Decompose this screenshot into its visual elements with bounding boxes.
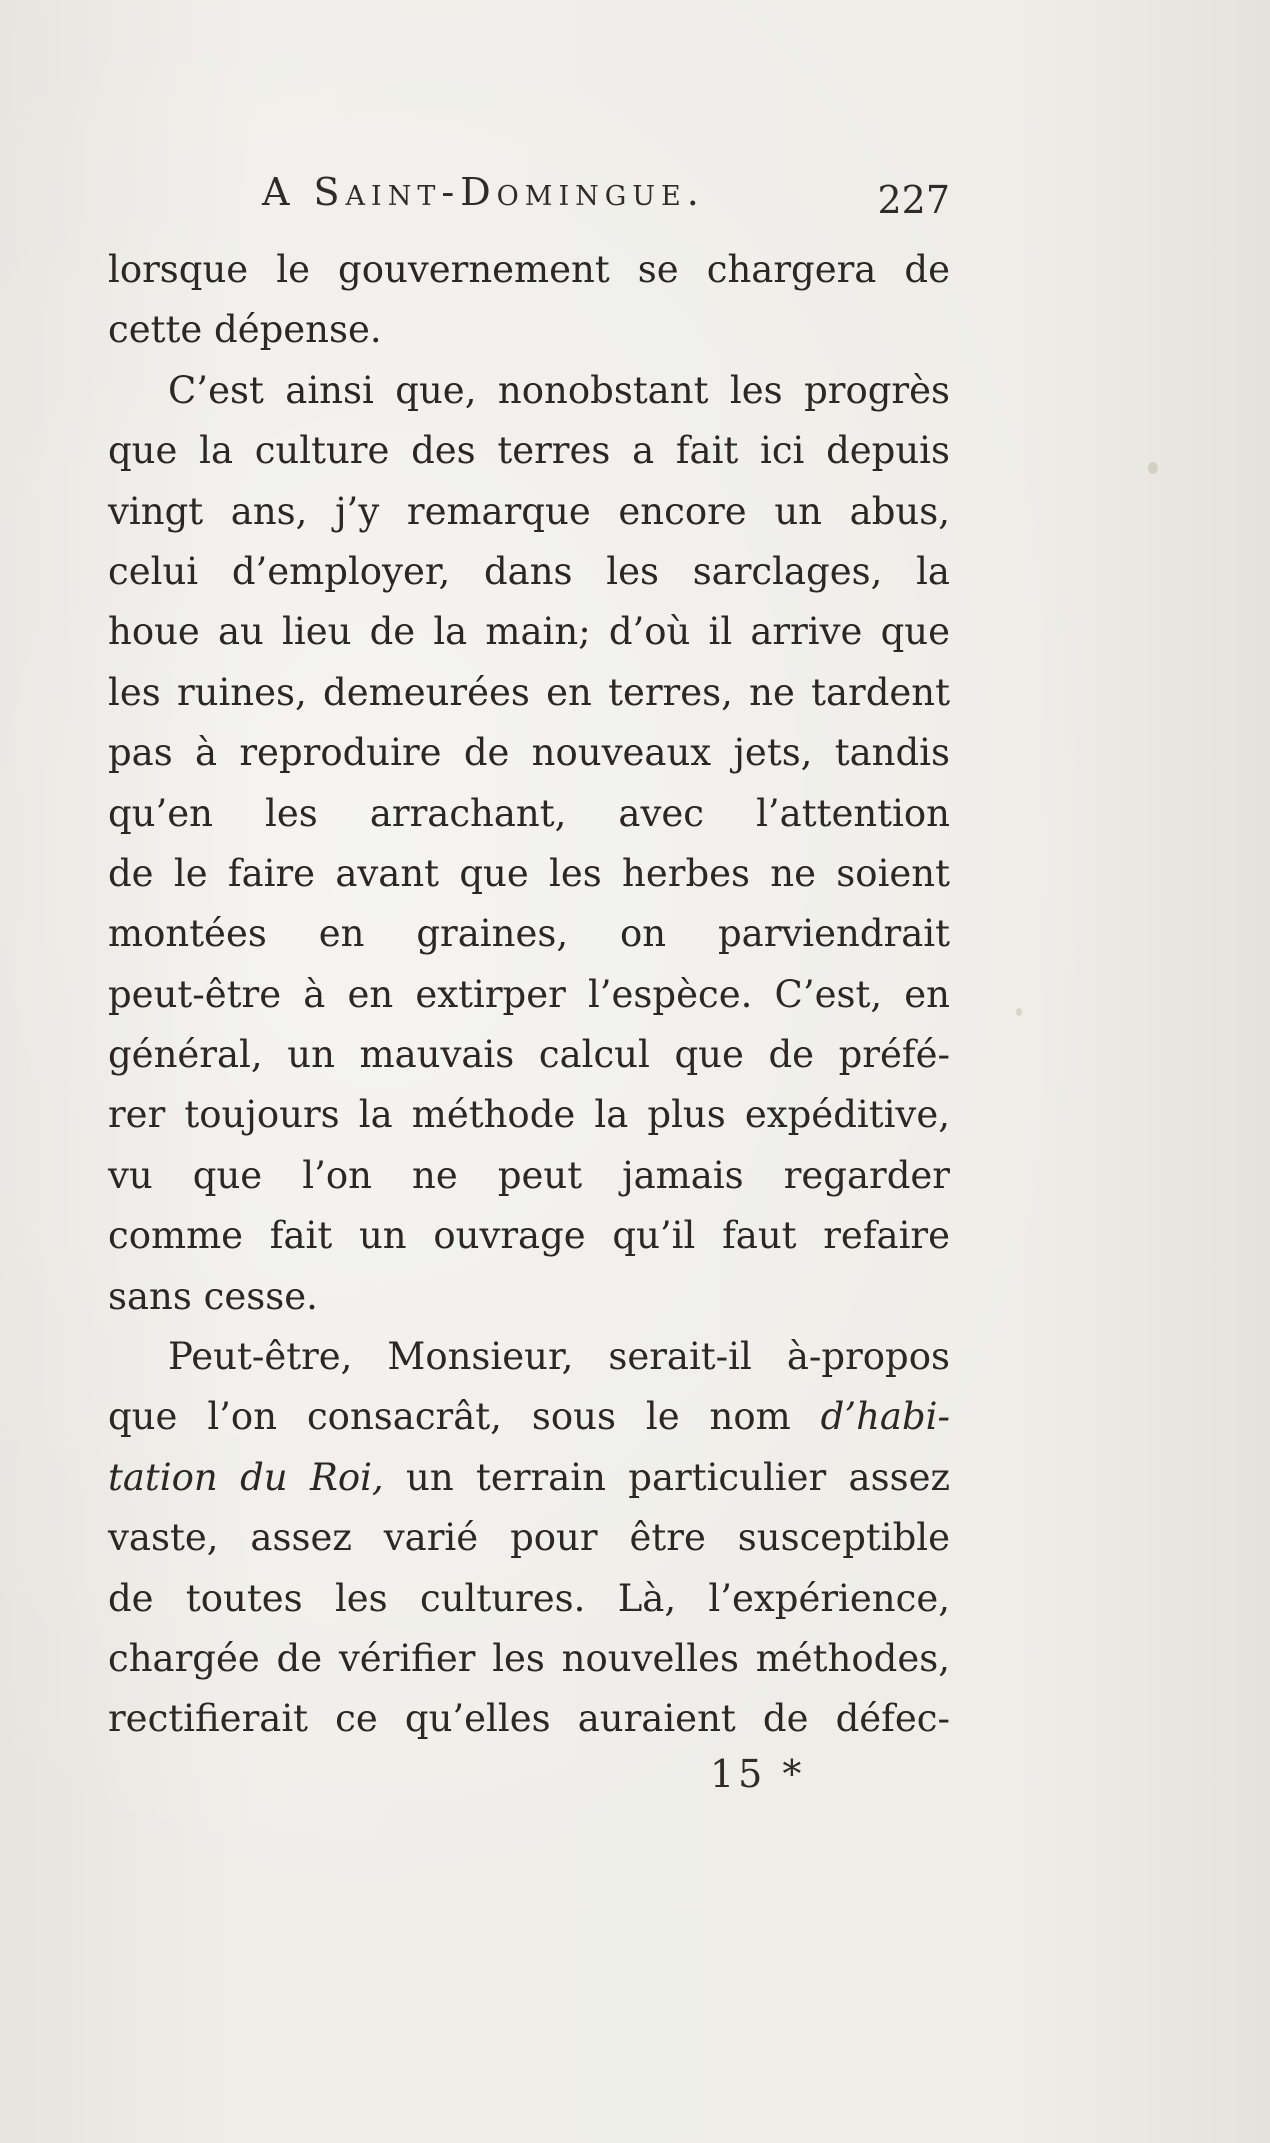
italic-text: d’habi- <box>820 1395 950 1439</box>
text-line <box>108 1448 950 1508</box>
text-line: chargée de vérifier les nouvelles méthodes, <box>108 1636 950 1680</box>
text-segment: que l’on consacrât, sous le nom <box>108 1395 791 1439</box>
text-line: celui d’employer, dans les sarclages, la <box>108 549 950 593</box>
text-line: cette dépense. <box>108 308 382 352</box>
text-line: de toutes les cultures. Là, l’expérience, <box>108 1576 950 1620</box>
running-title: A Saint-Domingue. <box>262 170 705 214</box>
page-number: 227 <box>877 178 950 222</box>
text-line: Peut-être, Monsieur, serait-il à-propos <box>168 1335 950 1379</box>
text-line: montées en graines, on parviendrait <box>108 912 950 956</box>
body-text <box>108 240 950 1750</box>
text-line: lorsque le gouvernement se chargera de <box>108 248 950 291</box>
text-line: rer toujours la méthode la plus expéditive, <box>108 1093 950 1137</box>
signature-mark: 15 * <box>710 1752 806 1796</box>
text-line: pas à reproduire de nouveaux jets, tandis <box>108 731 950 775</box>
text-line <box>108 1387 950 1447</box>
text-line: qu’en les arrachant, avec l’attention <box>108 791 950 835</box>
text-line: C’est ainsi que, nonobstant les progrès <box>168 368 950 412</box>
running-head <box>262 170 962 230</box>
text-line: rectifierait ce qu’elles auraient de défec- <box>108 1697 950 1741</box>
text-segment: un terrain particulier assez <box>406 1455 950 1499</box>
paper-spot <box>1148 462 1158 474</box>
text-line: vingt ans, j’y remarque encore un abus, <box>108 489 950 533</box>
italic-text: tation du Roi, <box>108 1455 384 1499</box>
text-line: les ruines, demeurées en terres, ne tardent <box>108 670 950 714</box>
text-line: peut-être à en extirper l’espèce. C’est, en <box>108 972 950 1016</box>
paper-spot <box>1016 1008 1022 1016</box>
text-line: vu que l’on ne peut jamais regarder <box>108 1153 950 1197</box>
text-line: général, un mauvais calcul que de préfé- <box>108 1033 950 1077</box>
text-line: houe au lieu de la main; d’où il arrive que <box>108 610 950 654</box>
text-line: de le faire avant que les herbes ne soient <box>108 851 950 895</box>
text-line: comme fait un ouvrage qu’il faut refaire <box>108 1214 950 1258</box>
text-line: sans cesse. <box>108 1274 318 1318</box>
text-line: vaste, assez varié pour être susceptible <box>108 1516 950 1560</box>
text-line: que la culture des terres a fait ici depuis <box>108 429 950 473</box>
